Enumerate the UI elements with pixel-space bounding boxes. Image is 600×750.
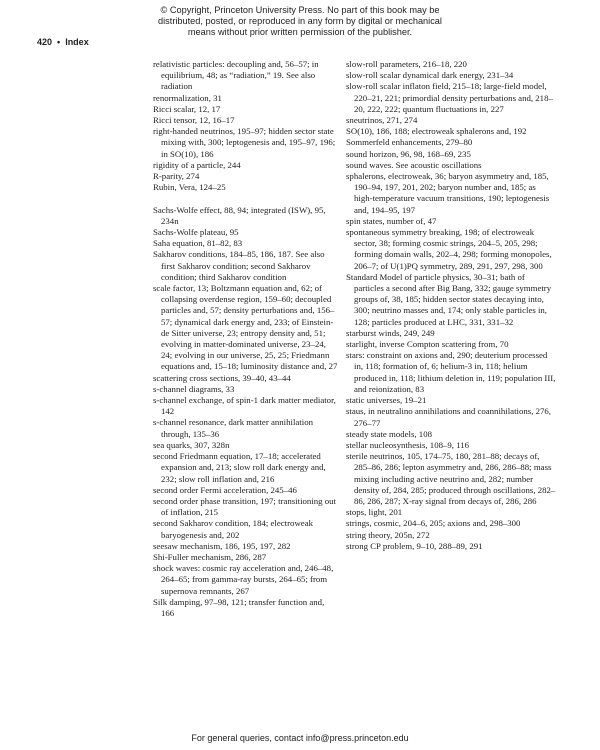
index-entry: Rubin, Vera, 124–25: [153, 182, 226, 193]
index-entry: Sakharov conditions, 184–85, 186, 187. See also first Sakharov condition; second Sakharov condition; third Sakharov condition: [153, 249, 325, 282]
index-entry: sea quarks, 307, 328n: [153, 439, 230, 450]
index-column-right: [346, 59, 556, 552]
page-number: 420: [37, 37, 53, 47]
index-entry: Silk damping, 97–98, 121; transfer function and, 166: [153, 596, 325, 618]
index-entry: Standard Model of particle physics, 30–31; bath of particles a second after Big Bang, 332; gauge symmetry groups of, 38, 185; hidden sector states decaying into, 300; neutrino masses and, 174; only stable particles in, 128; particles produced at LHC, 331, 331–32: [346, 271, 552, 327]
index-entry: R-parity, 274: [153, 171, 200, 182]
index-entry: strong CP problem, 9–10, 288–89, 291: [346, 540, 483, 551]
index-entry: starburst winds, 249, 249: [346, 327, 435, 338]
bullet-separator: •: [57, 37, 61, 47]
copyright-line: means without prior written permission of the publisher.: [187, 27, 413, 38]
section-title: Index: [65, 37, 89, 47]
index-entry: slow-roll scalar dynamical dark energy, 231–34: [346, 70, 514, 81]
index-entry: right-handed neutrinos, 195–97; hidden sector state mixing with, 300; leptogenesis and, 195–97, 196; in SO(10), 186: [153, 126, 336, 159]
letter-group-gap: [153, 193, 338, 204]
index-entry: Saha equation, 81–82, 83: [153, 238, 243, 249]
index-entry: SO(10), 186, 188; electroweak sphalerons and, 192: [346, 126, 527, 137]
index-entry: sphalerons, electroweak, 36; baryon asymmetry and, 185, 190–94, 197, 201, 202; baryon number and, 185; as high-temperature vacuum transitions, 190; leptogenesis and, 194–95, 197: [346, 171, 550, 215]
index-entry: Sommerfeld enhancements, 279–80: [346, 137, 473, 148]
index-entry: steady state models, 108: [346, 428, 432, 439]
index-entry: slow-roll scalar inflaton field, 215–18; large-field model, 220–21, 221; primordial density perturbations and, 218–20, 222, 222; quantum fluctuations in, 227: [346, 81, 553, 114]
index-entry: Ricci scalar, 12, 17: [153, 103, 221, 114]
index-entry: second order phase transition, 197; transitioning out of inflation, 215: [153, 495, 336, 518]
index-entry: Shi-Fuller mechanism, 286, 287: [153, 551, 267, 562]
index-entry: second Sakharov condition, 184; electroweak baryogenesis and, 202: [153, 518, 314, 540]
index-entry: rigidity of a particle, 244: [153, 159, 241, 170]
index-entry: spin states, number of, 47: [346, 215, 437, 226]
index-entry: s-channel resonance, dark matter annihilation through, 135–36: [153, 417, 313, 439]
index-entry: staus, in neutralino annihilations and coannihilations, 276, 276–77: [346, 406, 551, 428]
index-entry: sneutrinos, 271, 274: [346, 115, 418, 126]
index-entry: stellar nucleosynthesis, 108–9, 116: [346, 439, 470, 450]
index-entry: Sachs-Wolfe effect, 88, 94; integrated (ISW), 95, 234n: [153, 204, 326, 226]
index-entry: slow-roll parameters, 216–18, 220: [346, 59, 467, 69]
copyright-notice: [0, 5, 600, 39]
index-entry: seesaw mechanism, 186, 195, 197, 282: [153, 540, 291, 551]
index-entry: stars: constraint on axions and, 290; deuterium processed in, 118; formation of, 6; helium-3 in, 118; helium produced in, 118; lithium deletion in, 119; population III, and reionization, 83: [346, 350, 556, 394]
index-entry: string theory, 205n, 272: [346, 529, 430, 540]
index-entry: sound horizon, 96, 98, 168–69, 235: [346, 148, 471, 159]
index-entry: scattering cross sections, 39–40, 43–44: [153, 372, 291, 383]
index-entry: stops, light, 201: [346, 507, 403, 518]
index-entry: second order Fermi acceleration, 245–46: [153, 484, 297, 495]
footer-contact: For general queries, contact info@press.princeton.edu: [191, 733, 409, 743]
index-entry: shock waves: cosmic ray acceleration and, 246–48, 264–65; from gamma-ray bursts, 264–65; from supernova remnants, 267: [153, 563, 334, 596]
index-entry: sterile neutrinos, 105, 174–75, 180, 281–88; decays of, 285–86, 286; lepton asymmetry and, 286, 286–88; mass mixing including active neutrino and, 282; number density of, 284, 285; produced through oscillations, 282–86, 286, 287; X-ray signal from decays of, 286, 286: [346, 451, 556, 506]
copyright-line: distributed, posted, or reproduced in any form by digital or mechanical: [158, 16, 442, 27]
index-entry: spontaneous symmetry breaking, 198; of electroweak sector, 38; forming cosmic strings, 204–5, 205, 298; forming domain walls, 202–4, 298; forming monopoles, 206–7; of U(1)PQ symmetry, 289, 291, 297, 298, 300: [346, 227, 552, 271]
index-entry: sound waves. See acoustic oscillations: [346, 159, 482, 170]
index-entry: scale factor, 13; Boltzmann equation and, 62; of collapsing overdense region, 159–60; decoupled particles and, 57; density perturbations and, 156–57; dynamical dark energy and, 233; of Einstein-de Sitter universe, 23; entropy density and, 51; evolving in matter-dominated universe, 23–24, 24; evolving in our universe, 25, 25; Friedmann equations and, 15–18; luminosity distance and, 27: [153, 283, 338, 372]
copyright-line: © Copyright, Princeton University Press. No part of this book may be: [160, 5, 440, 15]
index-column-left: [153, 59, 338, 619]
index-entry: renormalization, 31: [153, 92, 222, 103]
index-entry: static universes, 19–21: [346, 395, 427, 406]
index-entry: strings, cosmic, 204–6, 205; axions and, 298–300: [346, 518, 521, 529]
index-entry: Sachs-Wolfe plateau, 95: [153, 227, 239, 238]
index-entry: s-channel exchange, of spin-1 dark matter mediator, 142: [153, 395, 336, 417]
index-entry: s-channel diagrams, 33: [153, 383, 235, 394]
running-head: [37, 37, 89, 47]
index-entry: second Friedmann equation, 17–18; accelerated expansion and, 213; slow roll dark energy and, 232; slow roll inflation and, 216: [153, 451, 326, 484]
index-entry: starlight, inverse Compton scattering from, 70: [346, 339, 509, 350]
index-entry: relativistic particles: decoupling and, 56–57; in equilibrium, 48; as “radiation,” 19. See also radiation: [153, 59, 319, 92]
index-entry: Ricci tensor, 12, 16–17: [153, 115, 235, 126]
